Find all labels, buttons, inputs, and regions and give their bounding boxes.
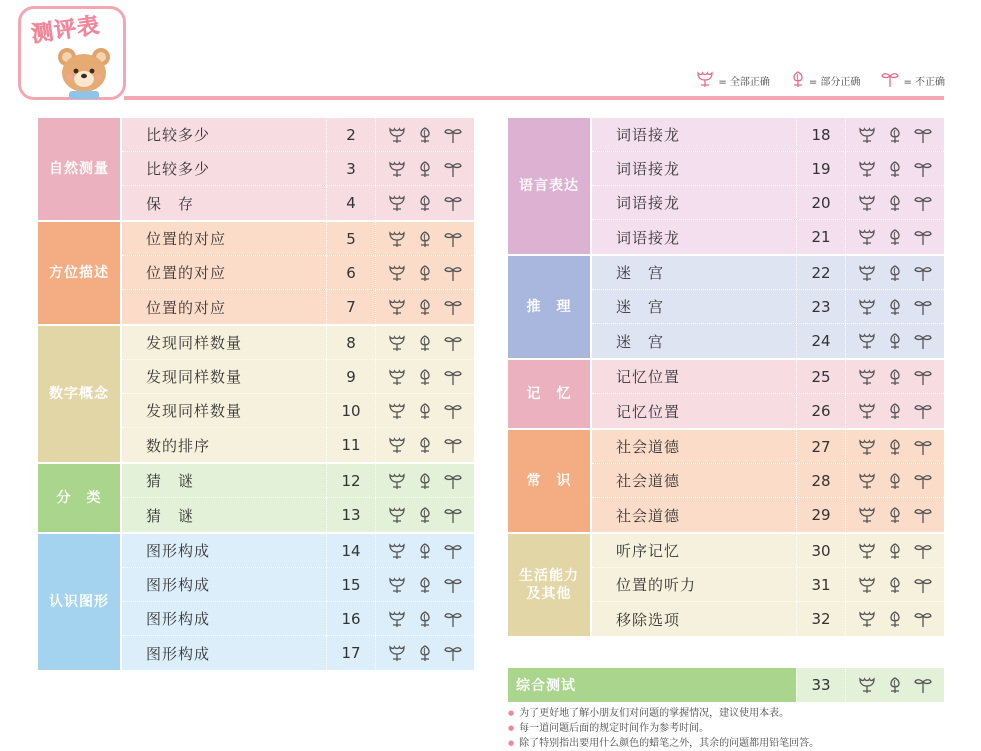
category-group — [38, 326, 474, 462]
legend-all-correct — [695, 70, 770, 91]
table-row — [592, 186, 944, 220]
category-rows — [122, 222, 474, 324]
table-row — [592, 118, 944, 152]
summary-label: 综合测试 — [508, 668, 796, 702]
rating-icons — [846, 438, 944, 456]
category-label: 自然测量 — [38, 118, 120, 220]
header-divider — [124, 96, 944, 100]
sprout-icon — [443, 610, 463, 628]
full-flower-icon — [857, 332, 877, 350]
sprout-icon — [443, 542, 463, 560]
rating-icons — [846, 264, 944, 282]
rating-icons — [376, 368, 474, 386]
full-flower-icon — [857, 472, 877, 490]
question-name: 猜 谜 — [146, 472, 195, 490]
table-row — [122, 152, 474, 186]
rating-icons — [846, 298, 944, 316]
question-number: 12 — [326, 464, 376, 497]
sprout-icon — [913, 438, 933, 456]
bud-icon — [887, 264, 903, 282]
sprout-icon — [913, 332, 933, 350]
bud-icon — [887, 368, 903, 386]
sprout-icon — [880, 70, 900, 91]
sprout-icon — [913, 610, 933, 628]
bud-icon — [417, 542, 433, 560]
full-flower-icon — [387, 610, 407, 628]
rating-icons — [846, 610, 944, 628]
bud-icon — [417, 610, 433, 628]
table-row — [592, 360, 944, 394]
table-row — [592, 602, 944, 636]
category-group — [38, 534, 474, 670]
category-group — [508, 256, 944, 358]
question-number: 4 — [326, 186, 376, 220]
table-row — [592, 498, 944, 532]
category-group — [508, 430, 944, 532]
rating-icons — [376, 542, 474, 560]
sprout-icon — [913, 472, 933, 490]
question-number: 20 — [796, 186, 846, 219]
full-flower-icon — [387, 298, 407, 316]
full-flower-icon — [857, 160, 877, 178]
question-name: 发现同样数量 — [146, 334, 243, 352]
bud-icon — [417, 230, 433, 248]
bud-icon — [417, 472, 433, 490]
legend-incorrect-label: = 不正确 — [903, 77, 945, 88]
sprout-icon — [443, 436, 463, 454]
sprout-icon — [443, 576, 463, 594]
table-row — [592, 220, 944, 254]
question-number: 8 — [326, 326, 376, 359]
category-label: 记 忆 — [508, 360, 590, 428]
question-name: 图形构成 — [146, 542, 211, 560]
question-name: 保 存 — [146, 194, 195, 213]
question-name: 图形构成 — [146, 610, 211, 628]
bud-icon — [417, 126, 433, 144]
bud-icon — [417, 402, 433, 420]
sprout-icon — [913, 228, 933, 246]
rating-icons — [376, 610, 474, 628]
question-number: 7 — [326, 290, 376, 324]
table-row — [122, 326, 474, 360]
question-number: 16 — [326, 602, 376, 635]
full-flower-icon — [387, 334, 407, 352]
bud-icon — [887, 676, 903, 694]
full-flower-icon — [857, 402, 877, 420]
question-number: 21 — [796, 220, 846, 254]
bud-icon — [417, 644, 433, 662]
category-group — [38, 464, 474, 532]
sprout-icon — [913, 542, 933, 560]
sprout-icon — [913, 402, 933, 420]
question-name: 词语接龙 — [616, 160, 681, 178]
rating-icons — [376, 160, 474, 178]
full-flower-icon — [857, 298, 877, 316]
table-row — [122, 568, 474, 602]
bud-icon — [417, 334, 433, 352]
full-flower-icon — [387, 264, 407, 282]
full-flower-icon — [857, 610, 877, 628]
full-flower-icon — [857, 506, 877, 524]
category-rows — [122, 534, 474, 670]
question-number: 30 — [796, 534, 846, 567]
header — [0, 0, 981, 110]
sprout-icon — [443, 334, 463, 352]
note-item: ● 除了特别指出要用什么颜色的蜡笔之外，其余的问题都用铅笔回答。 — [508, 736, 819, 751]
question-name: 数的排序 — [146, 436, 211, 455]
full-flower-icon — [387, 368, 407, 386]
question-number: 3 — [326, 152, 376, 185]
table-row — [122, 118, 474, 152]
sprout-icon — [913, 194, 933, 212]
question-number: 13 — [326, 498, 376, 532]
sprout-icon — [443, 194, 463, 212]
full-flower-icon — [387, 230, 407, 248]
question-name: 发现同样数量 — [146, 402, 243, 420]
table-row — [122, 636, 474, 670]
legend-incorrect — [880, 70, 945, 91]
table-row — [122, 602, 474, 636]
category-label: 认识图形 — [38, 534, 120, 670]
category-label: 推 理 — [508, 256, 590, 358]
table-row — [592, 394, 944, 428]
full-flower-icon — [387, 160, 407, 178]
table-row — [122, 394, 474, 428]
rating-icons — [846, 126, 944, 144]
rating-icons — [376, 472, 474, 490]
sprout-icon — [443, 644, 463, 662]
category-label: 常 识 — [508, 430, 590, 532]
sprout-icon — [913, 298, 933, 316]
bud-icon — [417, 576, 433, 594]
table-row — [592, 464, 944, 498]
category-rows — [592, 118, 944, 254]
bud-icon — [417, 506, 433, 524]
category-label: 生活能力 及其他 — [508, 534, 590, 636]
question-name: 移除选项 — [616, 610, 681, 629]
question-name: 位置的对应 — [146, 264, 227, 282]
full-flower-icon — [857, 126, 877, 144]
rating-icons — [376, 436, 474, 454]
sprout-icon — [913, 160, 933, 178]
category-rows — [592, 430, 944, 532]
sprout-icon — [443, 264, 463, 282]
rating-icons — [846, 472, 944, 490]
question-number: 10 — [326, 394, 376, 427]
question-name: 比较多少 — [146, 126, 211, 144]
table-row — [122, 428, 474, 462]
bud-icon — [417, 298, 433, 316]
category-rows — [122, 326, 474, 462]
question-number: 9 — [326, 360, 376, 393]
rating-icons — [376, 576, 474, 594]
sprout-icon — [913, 576, 933, 594]
rating-icons — [846, 542, 944, 560]
category-group — [508, 360, 944, 428]
category-rows — [592, 360, 944, 428]
question-name: 听序记忆 — [616, 542, 681, 560]
table-row — [122, 498, 474, 532]
rating-icons — [376, 298, 474, 316]
question-name: 图形构成 — [146, 644, 211, 663]
rating-icons — [376, 126, 474, 144]
category-rows — [592, 534, 944, 636]
category-label: 数字概念 — [38, 326, 120, 462]
question-number: 24 — [796, 324, 846, 358]
full-flower-icon — [387, 194, 407, 212]
question-number: 32 — [796, 602, 846, 636]
question-name: 词语接龙 — [616, 194, 681, 212]
table-row — [592, 290, 944, 324]
bud-icon — [417, 436, 433, 454]
question-number: 14 — [326, 534, 376, 567]
question-name: 比较多少 — [146, 160, 211, 178]
rating-icons — [376, 506, 474, 524]
full-flower-icon — [857, 194, 877, 212]
legend-partly-correct-label: = 部分正确 — [808, 77, 861, 88]
category-label: 语言表达 — [508, 118, 590, 254]
rating-icons — [376, 644, 474, 662]
sprout-icon — [913, 506, 933, 524]
question-number: 17 — [326, 636, 376, 670]
rating-icons — [376, 230, 474, 248]
full-flower-icon — [857, 438, 877, 456]
question-name: 位置的对应 — [146, 230, 227, 248]
question-name: 位置的听力 — [616, 576, 697, 594]
summary-icons — [846, 676, 944, 694]
rating-icons — [376, 264, 474, 282]
bud-icon — [417, 264, 433, 282]
rating-icons — [376, 402, 474, 420]
title-badge — [18, 6, 126, 100]
question-number: 18 — [796, 118, 846, 151]
full-flower-icon — [387, 472, 407, 490]
category-rows — [592, 256, 944, 358]
table-row — [122, 290, 474, 324]
rating-icons — [846, 506, 944, 524]
question-name: 社会道德 — [616, 438, 681, 456]
bud-icon — [887, 126, 903, 144]
bud-icon — [887, 438, 903, 456]
rating-icons — [846, 402, 944, 420]
question-number: 31 — [796, 568, 846, 601]
sprout-icon — [913, 264, 933, 282]
rating-icons — [846, 228, 944, 246]
legend — [681, 70, 945, 91]
sprout-icon — [913, 126, 933, 144]
question-number: 23 — [796, 290, 846, 323]
sprout-icon — [443, 298, 463, 316]
rating-icons — [846, 332, 944, 350]
full-flower-icon — [857, 542, 877, 560]
question-number: 19 — [796, 152, 846, 185]
bud-icon — [887, 402, 903, 420]
question-name: 记忆位置 — [616, 368, 681, 386]
question-number: 5 — [326, 222, 376, 255]
rating-icons — [846, 160, 944, 178]
note-item: ● 每一道问题后面的规定时间作为参考时间。 — [508, 721, 819, 736]
question-name: 迷 宫 — [616, 264, 665, 282]
page-title: 测评表 — [29, 13, 102, 48]
question-number: 29 — [796, 498, 846, 532]
question-number: 2 — [326, 118, 376, 151]
full-flower-icon — [695, 70, 715, 91]
bud-icon — [887, 228, 903, 246]
full-flower-icon — [387, 542, 407, 560]
question-number: 25 — [796, 360, 846, 393]
bud-icon — [887, 194, 903, 212]
rating-icons — [376, 194, 474, 212]
table-row — [122, 222, 474, 256]
bud-icon — [887, 160, 903, 178]
question-name: 发现同样数量 — [146, 368, 243, 386]
question-name: 词语接龙 — [616, 126, 681, 144]
question-number: 26 — [796, 394, 846, 428]
bud-icon — [417, 194, 433, 212]
sprout-icon — [443, 230, 463, 248]
question-name: 词语接龙 — [616, 228, 681, 247]
right-evaluation-table — [508, 118, 944, 638]
category-group — [38, 118, 474, 220]
sprout-icon — [443, 506, 463, 524]
sprout-icon — [443, 472, 463, 490]
rating-icons — [846, 368, 944, 386]
bud-icon — [887, 576, 903, 594]
full-flower-icon — [387, 576, 407, 594]
sprout-icon — [443, 126, 463, 144]
sprout-icon — [913, 676, 933, 694]
sprout-icon — [443, 368, 463, 386]
question-number: 22 — [796, 256, 846, 289]
summary-question-number: 33 — [796, 668, 846, 702]
category-label: 分 类 — [38, 464, 120, 532]
question-number: 27 — [796, 430, 846, 463]
table-row — [122, 464, 474, 498]
summary-row — [508, 668, 944, 702]
legend-all-correct-label: = 全部正确 — [718, 77, 770, 88]
notes — [508, 706, 819, 751]
full-flower-icon — [857, 576, 877, 594]
full-flower-icon — [387, 506, 407, 524]
table-row — [122, 534, 474, 568]
sprout-icon — [443, 160, 463, 178]
question-name: 猜 谜 — [146, 506, 195, 525]
question-name: 图形构成 — [146, 576, 211, 594]
category-group — [508, 118, 944, 254]
category-rows — [122, 118, 474, 220]
question-name: 社会道德 — [616, 506, 681, 525]
table-row — [592, 324, 944, 358]
table-row — [592, 568, 944, 602]
question-number: 11 — [326, 428, 376, 462]
question-name: 迷 宫 — [616, 298, 665, 316]
question-name: 社会道德 — [616, 472, 681, 490]
table-row — [592, 534, 944, 568]
table-row — [122, 186, 474, 220]
bud-icon — [417, 368, 433, 386]
category-rows — [122, 464, 474, 532]
category-group — [508, 534, 944, 636]
table-row — [122, 360, 474, 394]
rating-icons — [846, 576, 944, 594]
full-flower-icon — [857, 368, 877, 386]
question-name: 位置的对应 — [146, 298, 227, 317]
full-flower-icon — [387, 436, 407, 454]
table-row — [592, 430, 944, 464]
question-name: 迷 宫 — [616, 332, 665, 351]
full-flower-icon — [387, 402, 407, 420]
full-flower-icon — [857, 264, 877, 282]
rating-icons — [846, 194, 944, 212]
full-flower-icon — [387, 126, 407, 144]
rating-icons — [376, 334, 474, 352]
bud-icon — [887, 610, 903, 628]
full-flower-icon — [387, 644, 407, 662]
question-number: 28 — [796, 464, 846, 497]
bud-icon — [887, 506, 903, 524]
left-evaluation-table — [38, 118, 474, 672]
sprout-icon — [913, 368, 933, 386]
table-row — [592, 152, 944, 186]
note-item: ● 为了更好地了解小朋友们对问题的掌握情况，建议使用本表。 — [508, 706, 819, 721]
category-group — [38, 222, 474, 324]
full-flower-icon — [857, 228, 877, 246]
bud-icon — [887, 542, 903, 560]
bud-icon — [417, 160, 433, 178]
table-row — [122, 256, 474, 290]
table-row — [592, 256, 944, 290]
bud-icon — [887, 472, 903, 490]
full-flower-icon — [857, 676, 877, 694]
bear-icon — [55, 45, 113, 99]
question-number: 15 — [326, 568, 376, 601]
sprout-icon — [443, 402, 463, 420]
bud-icon — [887, 298, 903, 316]
category-label: 方位描述 — [38, 222, 120, 324]
question-name: 记忆位置 — [616, 402, 681, 421]
bud-icon — [887, 332, 903, 350]
bud-icon — [790, 70, 806, 91]
legend-partly-correct — [790, 70, 861, 91]
question-number: 6 — [326, 256, 376, 289]
